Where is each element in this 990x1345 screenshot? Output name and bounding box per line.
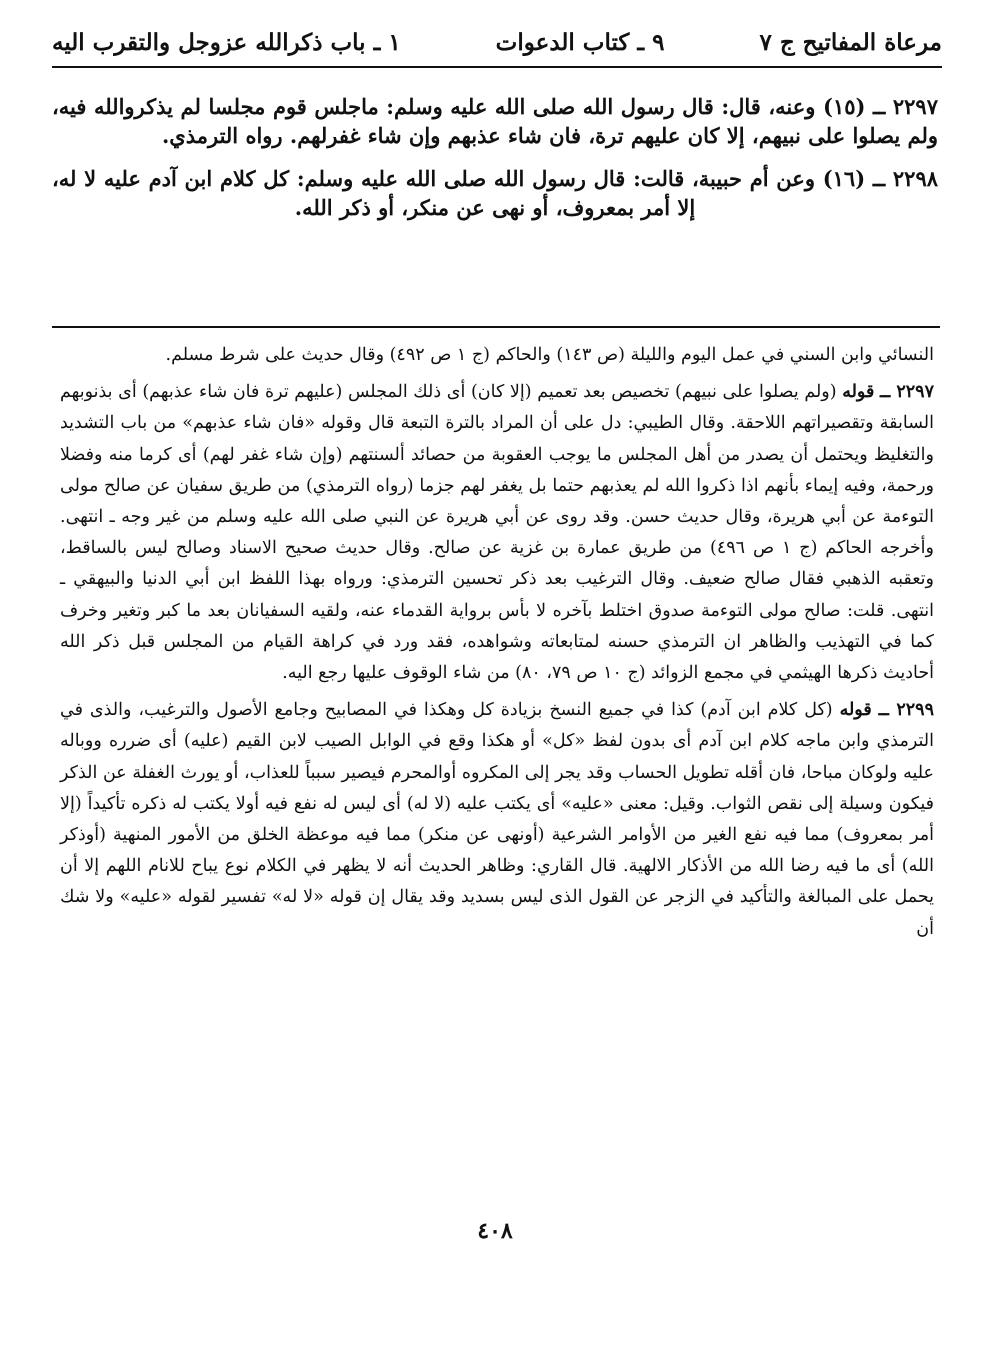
page-number: ٤٠٨ xyxy=(477,1218,513,1244)
hadith-number: ٢٢٩٧ ــ (١٥) xyxy=(823,94,938,119)
hadith-2297 xyxy=(52,92,938,150)
hadith-2298 xyxy=(52,164,938,222)
commentary-paragraph-2299 xyxy=(60,695,934,945)
header-chapter-title: ٩ ـ كتاب الدعوات xyxy=(495,28,665,56)
running-header xyxy=(52,22,942,62)
commentary-number: ٢٢٩٩ ــ xyxy=(878,700,934,721)
commentary-block xyxy=(60,340,934,951)
header-divider xyxy=(52,66,942,68)
commentary-text: (ولم يصلوا على نبيهم) تخصيص بعد تعميم (إلا كان) أى ذلك المجلس (عليهم ترة فان شاء عذبهم) أى بذنوبهم السابقة وتقصيراتهم اللاحقة. وقال الطيبي: دل على أن المراد بالترة التبعة قال وقوله «فان شاء عذبهم» من باب التشديد والتغليظ ويحتمل أن يصدر من أهل المجلس ما يوجب العقوبة من حصائد ألسنتهم (وإن شاء غفر لهم) أى كرما منه وفضلا ورحمة، وفيه إيماء بأنهم اذا ذكروا الله لم يعذبهم حتما بل يغفر لهم جزما (رواه الترمذي) من طريق سفيان عن صالح مولى التوءمة عن أبي هريرة، وقال حديث حسن. وقد روى عن أبي هريرة عن النبي صلى الله عليه وسلم من غير وجه ـ انتهى. وأخرجه الحاكم (ج ١ ص ٤٩٦) من طريق عمارة بن غزية عن صالح. وقال حديث صحيح الاسناد وصالح ليس بالساقط، وتعقبه الذهبي فقال صالح ضعيف. وقال الترغيب بعد ذكر تحسين الترمذي: ورواه بهذا اللفظ ابن أبي الدنيا والبيهقي ـ انتهى. قلت: صالح مولى التوءمة صدوق اختلط بآخره لا بأس برواية القدماء عنه، ولقيه السفيانان بعد ما كبر وتغير وخرف كما في التهذيب والظاهر ان الترمذي حسنه لمتابعاته وشواهده، فقد ورد في كراهة القيام من المجلس قبل ذكر الله أحاديث ذكرها الهيثمي في مجمع الزوائد (ج ١٠ ص ٧٩، ٨٠) من شاء الوقوف عليها رجع اليه. xyxy=(60,382,934,684)
hadith-text: وعن أم حبيبة، قالت: قال رسول الله صلى الله عليه وسلم: كل كلام ابن آدم عليه لا له، إلا أمر بمعروف، أو نهى عن منكر، أو ذكر الله. xyxy=(52,166,815,220)
commentary-label: قوله xyxy=(842,382,875,403)
header-book-title: مرعاة المفاتيح ج ٧ xyxy=(759,28,942,56)
header-section-title: ١ ـ باب ذكرالله عزوجل والتقرب اليه xyxy=(52,28,401,56)
commentary-label: قوله xyxy=(839,700,872,721)
commentary-intro: النسائي وابن السني في عمل اليوم والليلة (ص ١٤٣) والحاكم (ج ١ ص ٤٩٢) وقال حديث على شرط مسلم. xyxy=(165,345,934,365)
commentary-divider xyxy=(52,326,940,328)
hadith-text-block xyxy=(52,92,938,236)
commentary-number: ٢٢٩٧ ــ xyxy=(879,382,934,403)
commentary-paragraph-2297 xyxy=(60,377,934,689)
hadith-text: وعنه، قال: قال رسول الله صلى الله عليه وسلم: ماجلس قوم مجلسا لم يذكروالله فيه، ولم يصلوا على نبيهم، إلا كان عليهم ترة، فان شاء عذبهم وإن شاء غفرلهم. رواه الترمذي. xyxy=(52,94,938,148)
commentary-text: (كل كلام ابن آدم) كذا في جميع النسخ بزيادة كل وهكذا في المصابيح وجامع الأصول والترغيب، والذى في الترمذي وابن ماجه كلام ابن آدم أى بدون لفظ «كل» أو هكذا وقع في الوابل الصيب لابن القيم (عليه) أى ضرره ووباله عليه ولوكان مباحا، فان أقله تطويل الحساب وقد يجر إلى المكروه أوالمحرم فيصير سبباً للعذاب، أو يورث الغفلة عن الذكر فيكون وسيلة إلى نقص الثواب. وقيل: معنى «عليه» أى يكتب عليه (لا له) أى ليس له نفع فيه أولا يكتب له ذكره تأكيداً (إلا أمر بمعروف) مما فيه نفع الغير من الأوامر الشرعية (أونهى عن منكر) مما فيه موعظة الخلق من الأمور المنهية (أوذكر الله) أى ما فيه رضا الله من الأذكار الالهية. قال القاري: وظاهر الحديث أنه لا يظهر في الكلام نوع يباح للانام اللهم إلا أن يحمل على المبالغة والتأكيد في الزجر عن القول الذى ليس بسديد وقد يقال إن قوله «لا له» تفسير لقوله «عليه» ولا شك أن xyxy=(60,700,934,939)
hadith-number: ٢٢٩٨ ــ (١٦) xyxy=(822,166,939,191)
